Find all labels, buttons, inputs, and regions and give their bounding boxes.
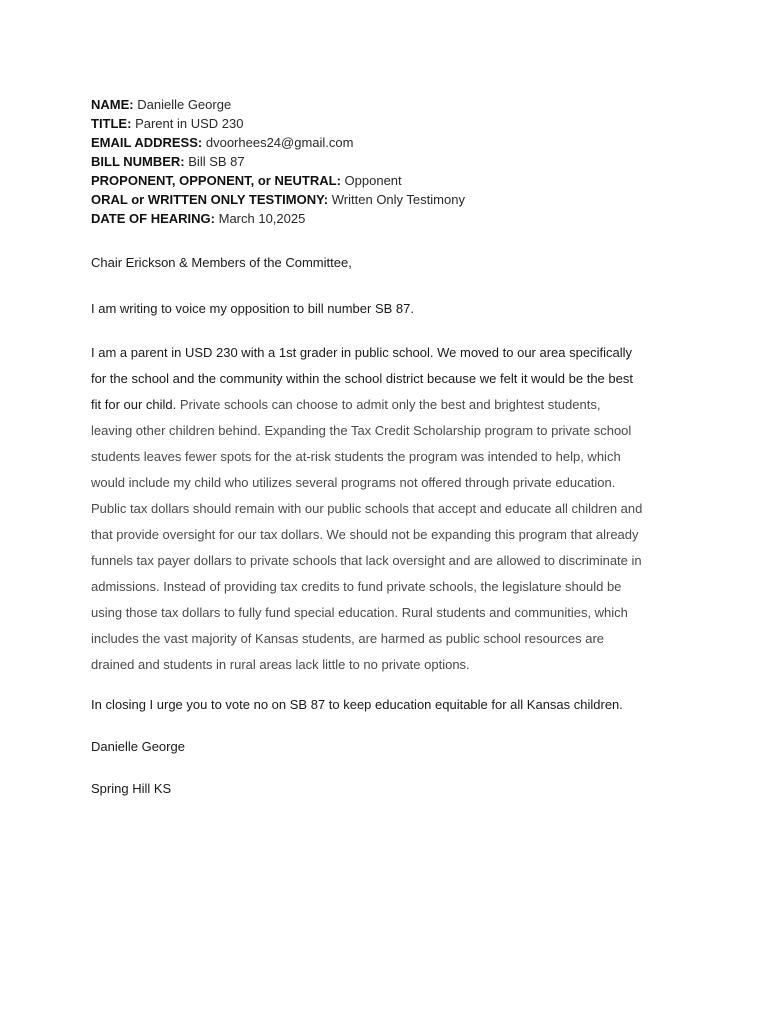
field-label: DATE OF HEARING: xyxy=(91,211,215,226)
header-field-testimony-type xyxy=(91,190,691,209)
field-value: Written Only Testimony xyxy=(331,192,465,207)
field-value: Bill SB 87 xyxy=(188,154,245,169)
body-line xyxy=(91,470,691,496)
body-text: that provide oversight for our tax dollars. We should not be expanding this program that already xyxy=(91,527,639,542)
body-line xyxy=(91,392,691,418)
body-text: includes the vast majority of Kansas students, are harmed as public school resources are xyxy=(91,631,605,646)
field-value: dvoorhees24@gmail.com xyxy=(205,135,354,150)
body-text: Public tax dollars should remain with our public schools that accept and educate all children and xyxy=(91,501,643,516)
body-text: I am a parent in USD 230 with a 1st grader in public school. We moved to our area specifically xyxy=(91,345,632,360)
body-line xyxy=(91,600,691,626)
testimony-header xyxy=(91,95,691,228)
field-label: NAME: xyxy=(91,97,134,112)
body-line xyxy=(91,366,691,392)
body-line xyxy=(91,418,691,444)
body-line xyxy=(91,444,691,470)
header-field-name xyxy=(91,95,691,114)
body-text: students leaves fewer spots for the at-risk students the program was intended to help, which xyxy=(91,449,621,464)
body-text: drained and students in rural areas lack little to no private options. xyxy=(91,657,470,672)
field-value: Danielle George xyxy=(137,97,232,112)
letter-closing: In closing I urge you to vote no on SB 87 to keep education equitable for all Kansas children. xyxy=(91,697,623,712)
body-line xyxy=(91,574,691,600)
letter-intro: I am writing to voice my opposition to bill number SB 87. xyxy=(91,301,414,316)
header-field-hearing-date xyxy=(91,209,691,228)
body-text: using those tax dollars to fully fund special education. Rural students and communities, which xyxy=(91,605,628,620)
body-text: for the school and the community within the school district because we felt it would be the best xyxy=(91,371,633,386)
body-line xyxy=(91,626,691,652)
body-line xyxy=(91,522,691,548)
field-value: Opponent xyxy=(344,173,402,188)
field-value: March 10,2025 xyxy=(218,211,306,226)
header-field-email xyxy=(91,133,691,152)
letter-salutation: Chair Erickson & Members of the Committee, xyxy=(91,255,352,270)
body-text: would include my child who utilizes several programs not offered through private education. xyxy=(91,475,616,490)
letter-location: Spring Hill KS xyxy=(91,781,172,796)
field-label: BILL NUMBER: xyxy=(91,154,185,169)
body-text: Private schools can choose to admit only the best and brightest students, xyxy=(179,397,601,412)
header-field-title xyxy=(91,114,691,133)
letter-body-paragraph xyxy=(91,340,691,678)
body-text: funnels tax payer dollars to private schools that lack oversight and are allowed to discriminate in xyxy=(91,553,642,568)
field-label: EMAIL ADDRESS: xyxy=(91,135,203,150)
header-field-bill-number xyxy=(91,152,691,171)
field-label: ORAL or WRITTEN ONLY TESTIMONY: xyxy=(91,192,329,207)
field-label: PROPONENT, OPPONENT, or NEUTRAL: xyxy=(91,173,341,188)
body-line xyxy=(91,548,691,574)
body-line xyxy=(91,652,691,678)
header-field-position xyxy=(91,171,691,190)
letter-signature: Danielle George xyxy=(91,739,185,754)
body-line xyxy=(91,340,691,366)
body-text: leaving other children behind. Expanding the Tax Credit Scholarship program to private school xyxy=(91,423,632,438)
field-value: Parent in USD 230 xyxy=(135,116,244,131)
body-text: admissions. Instead of providing tax credits to fund private schools, the legislature should be xyxy=(91,579,622,594)
body-text: fit for our child. xyxy=(91,397,180,412)
body-line xyxy=(91,496,691,522)
field-label: TITLE: xyxy=(91,116,132,131)
